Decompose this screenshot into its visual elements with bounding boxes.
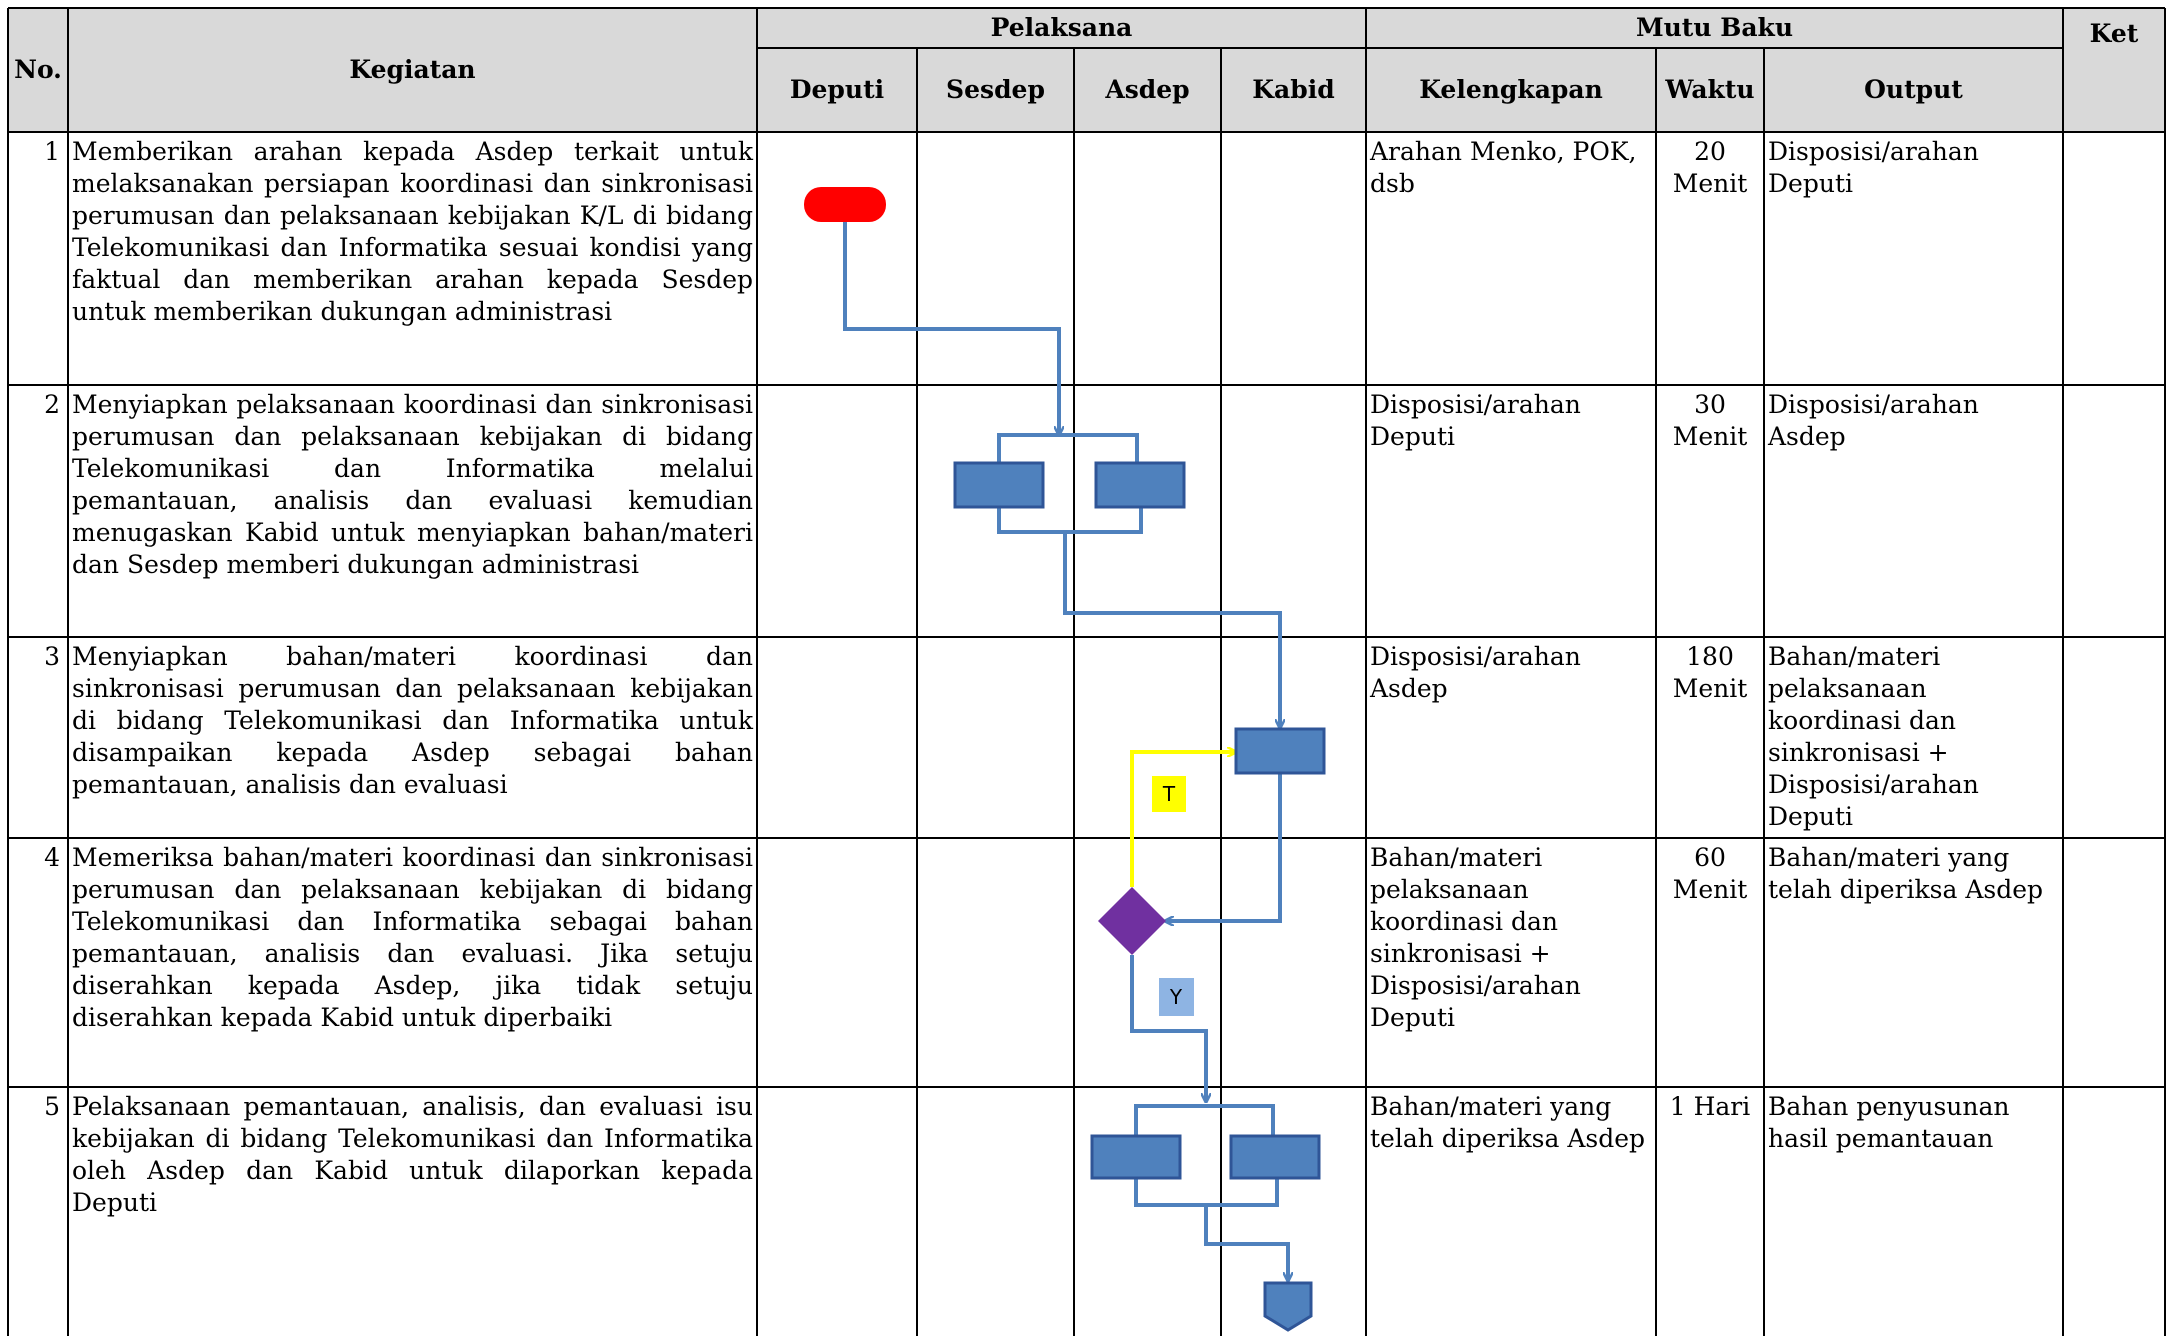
- row-3-no: 3: [44, 642, 60, 671]
- row-3-kelengkapan: Disposisi/arahan Asdep: [1370, 642, 1581, 703]
- row-5-kegiatan: Pelaksanaan pemantauan, analisis, dan evaluasi isu kebijakan di bidang Telekomunikasi dan Informatika oleh Asdep dan Kabid untuk dilaporkan kepada Deputi: [72, 1092, 753, 1217]
- row-1-output: Disposisi/arahan Deputi: [1768, 137, 1979, 198]
- header-role-sesdep: Sesdep: [946, 75, 1045, 104]
- row-2-kelengkapan: Disposisi/arahan Deputi: [1370, 390, 1581, 451]
- row-2-kegiatan: Menyiapkan pelaksanaan koordinasi dan sinkronisasi perumusan dan pelaksanaan kebijakan di bidang Telekomunikasi dan Informatika melalui pemantauan, analisis dan evaluasi kemudian menugaskan Kabid untuk menyiapkan bahan/materi dan Sesdep memberi dukungan administrasi: [72, 390, 753, 579]
- row-4-no: 4: [44, 843, 60, 872]
- header-waktu: Waktu: [1665, 75, 1755, 104]
- process-box-asdep-row-2: [1096, 463, 1184, 507]
- row-4-waktu: 60 Menit: [1672, 843, 1748, 904]
- connector-start-to-process: [845, 220, 1059, 434]
- header-role-deputi: Deputi: [789, 75, 885, 104]
- decision-diamond: [1098, 887, 1166, 955]
- header-output: Output: [1864, 75, 1963, 104]
- row-3-waktu: 180 Menit: [1672, 642, 1748, 703]
- connector-to-offpage: [1206, 1205, 1288, 1280]
- row-2-no: 2: [44, 390, 60, 419]
- connector-decision-reject: [1132, 752, 1235, 887]
- decision-yes-label: Y: [1169, 985, 1183, 1009]
- row-2-output: Disposisi/arahan Asdep: [1768, 390, 1979, 451]
- offpage-connector: [1265, 1283, 1311, 1330]
- row-1-waktu: 20 Menit: [1672, 137, 1748, 198]
- process-box-asdep-row-5: [1092, 1136, 1180, 1178]
- row-5-no: 5: [44, 1092, 60, 1121]
- row-4-kegiatan: Memeriksa bahan/materi koordinasi dan sinkronisasi perumusan dan pelaksanaan kebijakan di bidang Telekomunikasi dan Informatika sebagai bahan pemantauan, analisis dan evaluasi. Jika setuju diserahkan kepada Asdep, jika tidak setuju diserahkan kepada Kabid untuk diperbaiki: [72, 843, 753, 1032]
- start-terminator: [804, 187, 886, 222]
- row-1-kelengkapan: Arahan Menko, POK, dsb: [1370, 137, 1637, 198]
- row-4-kelengkapan: Bahan/materi pelaksanaan koordinasi dan sinkronisasi + Disposisi/arahan Deputi: [1370, 843, 1581, 1032]
- header-mutu-baku: Mutu Baku: [1635, 13, 1794, 42]
- header-no: No.: [14, 55, 62, 84]
- row-4-output: Bahan/materi yang telah diperiksa Asdep: [1768, 843, 2044, 904]
- row-5-waktu: 1 Hari: [1669, 1092, 1751, 1121]
- header-pelaksana: Pelaksana: [990, 13, 1133, 42]
- connector-join-5: [1136, 1178, 1277, 1205]
- decision-no-label: T: [1162, 782, 1176, 806]
- row-3-kegiatan: Menyiapkan bahan/materi koordinasi dan sinkronisasi perumusan dan pelaksanaan kebijakan di bidang Telekomunikasi dan Informatika untuk disampaikan kepada Asdep sebagai bahan pemantauan, analisis dan evaluasi: [72, 642, 753, 799]
- row-2-waktu: 30 Menit: [1672, 390, 1748, 451]
- process-box-sesdep-row-2: [955, 463, 1043, 507]
- header-ket: Ket: [2089, 19, 2139, 48]
- row-3-output: Bahan/materi pelaksanaan koordinasi dan sinkronisasi + Disposisi/arahan Deputi: [1768, 642, 1979, 831]
- header-kelengkapan: Kelengkapan: [1419, 75, 1603, 104]
- row-1-kegiatan: Memberikan arahan kepada Asdep terkait untuk melaksanakan persiapan koordinasi dan sinkronisasi perumusan dan pelaksanaan kebijakan K/L di bidang Telekomunikasi dan Informatika sesuai kondisi yang faktual dan memberikan arahan kepada Sesdep untuk memberikan dukungan administrasi: [72, 137, 753, 326]
- connector-split-2: [999, 435, 1137, 464]
- connector-process2-to-kabid: [1065, 532, 1280, 727]
- header-kegiatan: Kegiatan: [349, 55, 476, 84]
- connector-join-2: [999, 507, 1141, 532]
- row-5-output: Bahan penyusunan hasil pemantauan: [1768, 1092, 2010, 1153]
- row-5-kelengkapan: Bahan/materi yang telah diperiksa Asdep: [1370, 1092, 1646, 1153]
- row-1-no: 1: [44, 137, 60, 166]
- process-box-kabid-row-3: [1236, 729, 1324, 773]
- process-box-kabid-row-5: [1231, 1136, 1319, 1178]
- connector-split-5: [1136, 1106, 1273, 1136]
- connector-decision-approve: [1132, 955, 1206, 1101]
- header-role-kabid: Kabid: [1252, 75, 1335, 104]
- header-role-asdep: Asdep: [1105, 75, 1190, 104]
